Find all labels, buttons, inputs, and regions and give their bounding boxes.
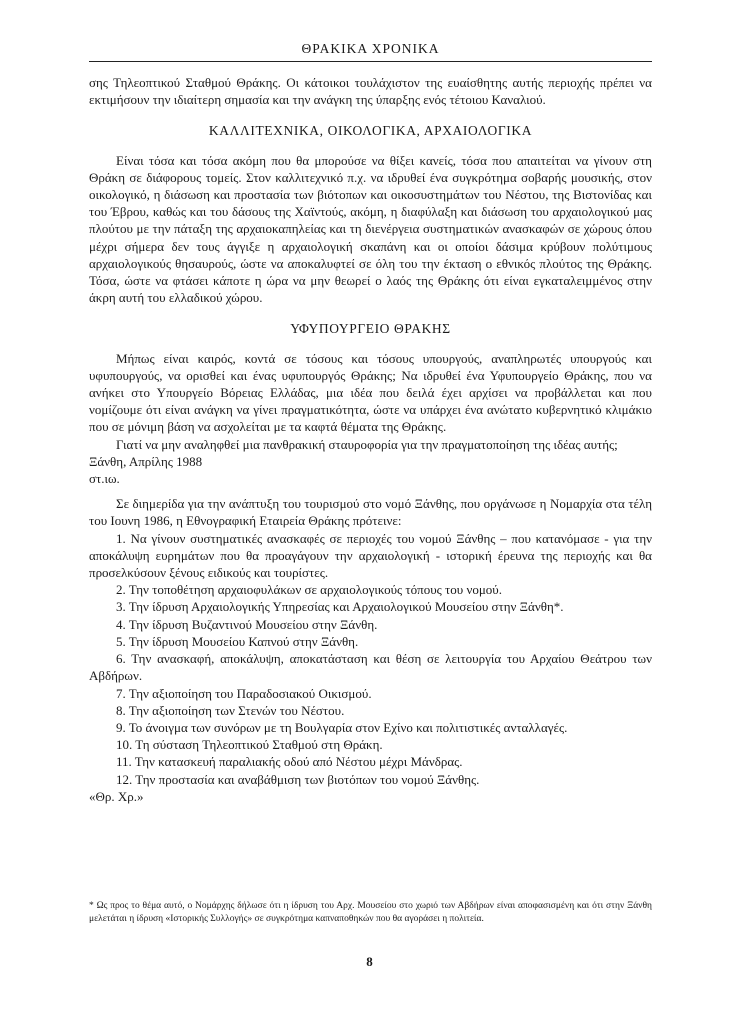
source-signature: «Θρ. Χρ.» — [89, 788, 144, 804]
main-content — [89, 74, 652, 805]
section-title-ministry: ΥΦΥΠΟΥΡΓΕΙΟ ΘΡΑΚΗΣ — [290, 321, 451, 337]
list-item: 1. Να γίνουν συστηματικές ανασκαφές σε περιοχές του νομού Ξάνθης – που κατανόμασε - για την αποκάλυψη ευρημάτων που θα προαγάγουν την αρχαιολογική - ιστορική έρευνα της περιοχής και θα προσελκύσουν ξένους ειδικούς και τουρίστες. — [89, 530, 652, 581]
list-item: 4. Την ίδρυση Βυζαντινού Μουσείου στην Ξάνθη. — [116, 616, 378, 632]
list-item: 3. Την ίδρυση Αρχαιολογικής Υπηρεσίας και Αρχαιολογικού Μουσείου στην Ξάνθη*. — [116, 599, 564, 615]
spacer — [89, 487, 652, 495]
list-item: 8. Την αξιοποίηση των Στενών του Νέστου. — [116, 702, 345, 718]
proposals-list — [89, 530, 652, 788]
list-item: 12. Την προστασία και αναβάθμιση των βιοτόπων του νομού Ξάνθης. — [116, 771, 480, 787]
list-item: 6. Την ανασκαφή, αποκάλυψη, αποκατάσταση και θέση σε λειτουργία του Αρχαίου Θεάτρου των Αβδήρων. — [89, 651, 652, 684]
footnote: * Ως προς το θέμα αυτό, ο Νομάρχης δήλωσε ότι η ίδρυση του Αρχ. Μουσείου στο χωριό των Αβδήρων είναι αποφασισμένη και ότι στην Ξάνθη μελετάται η ίδρυση «Ιστορικής Συλλογής» σε συγκρότημα καπναποθηκών που θα αγοράσει η πολιτεία. — [89, 901, 652, 924]
proposals-intro: Σε διημερίδα για την ανάπτυξη του τουρισμού στο νομό Ξάνθης, που οργάνωσε η Νομαρχία στα τέλη του Ιουνη 1986, η Εθνογραφική Εταιρεία Θράκης πρότεινε: — [89, 496, 652, 529]
page-number: 8 — [366, 954, 373, 969]
ministry-paragraph-1: Μήπως είναι καιρός, κοντά σε τόσους και τόσους υπουργούς, αναπληρωτές υπουργούς και υφυπουργούς, να ορισθεί και ένας υφυπουργός Θράκης; Να ιδρυθεί ένα Υφυπουργείο Θράκης, που να ανήκει στο Υπουργείο Βόρειας Ελλάδας, μια ιδέα που δειλά έχει αρχίσει να προβάλλεται και που νομίζουμε ότι είναι ανάγκη να γίνει πραγματικότητα, ώστε να υπάρχει ένα ανώτατο κυβερνητικό κλιμάκιο που σε μόνιμη βάση να ασχολείται με τα καφτά θέματα της Θράκης. — [89, 350, 652, 435]
list-item: 5. Την ίδρυση Μουσείου Καπνού στην Ξάνθη. — [116, 633, 359, 649]
section-title-arts: ΚΑΛΛΙΤΕΧΝΙΚΑ, ΟΙΚΟΛΟΓΙΚΑ, ΑΡΧΑΙΟΛΟΓΙΚΑ — [208, 123, 533, 139]
ministry-paragraph-2: Γιατί να μην αναληφθεί μια πανθρακική σταυροφορία για την πραγματοποίηση της ιδέας αυτής; — [116, 436, 618, 452]
author-signature: στ.ιω. — [89, 471, 120, 487]
header-rule — [89, 61, 652, 62]
dateline: Ξάνθη, Απρίλης 1988 — [89, 453, 203, 469]
arts-paragraph: Είναι τόσα και τόσα ακόμη που θα μπορούσε να θίξει κανείς, τόσα που απαιτείται να γίνουν στη Θράκη σε διάφορους τομείς. Στον καλλιτεχνικό π.χ. να ιδρυθεί ένα συγκρότημα σοβαρής μουσικής, στον οικολογικό, η διάσωση και προστασία των βιότοπων και οικοσυστημάτων του Νέστου, της Βιστονίδας και του Έβρου, καθώς και του δάσους της Χαϊντούς, ακόμη, η διαφύλαξη και διάσωση του αρχαιολογικού μας πλούτου με την πάταξη της αρχαιοκαπηλείας και τη διενέργεια συστηματικών ανασκαφών σε χώρους όπου μέχρι σήμερα δεν τους άγγιξε η αρχαιολογική σκαπάνη και οι οποίοι δάσιμα κρύβουν πολύτιμους αρχαιολογικούς θησαυρούς, ώστε να αποκαλυφτεί σε όλη του την έκταση ο εθνικός πλούτος της Θράκης. Τόσα, ώστε να φτάσει κάποτε η ώρα να μην θεωρεί ο λαός της Θράκης ότι είναι εγκαταλειμμένος στην άκρη αυτή του ελλαδικού χώρου. — [89, 152, 652, 306]
intro-paragraph: σης Τηλεοπτικού Σταθμού Θράκης. Οι κάτοικοι τουλάχιστον της ευαίσθητης αυτής περιοχής πρέπει να εκτιμήσουν την ιδιαίτερη σημασία και την ανάγκη της ύπαρξης ενός τέτοιου Καναλιού. — [89, 75, 652, 108]
list-item: 11. Την κατασκευή παραλιακής οδού από Νέστου μέχρι Μάνδρας. — [116, 754, 463, 770]
list-item: 2. Την τοποθέτηση αρχαιοφυλάκων σε αρχαιολογικούς τόπους του νομού. — [116, 582, 502, 598]
list-item: 9. Το άνοιγμα των συνόρων με τη Βουλγαρία στον Εχίνο και πολιτιστικές ανταλλαγές. — [116, 719, 568, 735]
running-header-title: ΘΡΑΚΙΚΑ ΧΡΟΝΙΚΑ — [301, 41, 440, 56]
list-item: 10. Τη σύσταση Τηλεοπτικού Σταθμού στη Θράκη. — [116, 737, 383, 753]
list-item: 7. Την αξιοποίηση του Παραδοσιακού Οικισμού. — [116, 685, 372, 701]
